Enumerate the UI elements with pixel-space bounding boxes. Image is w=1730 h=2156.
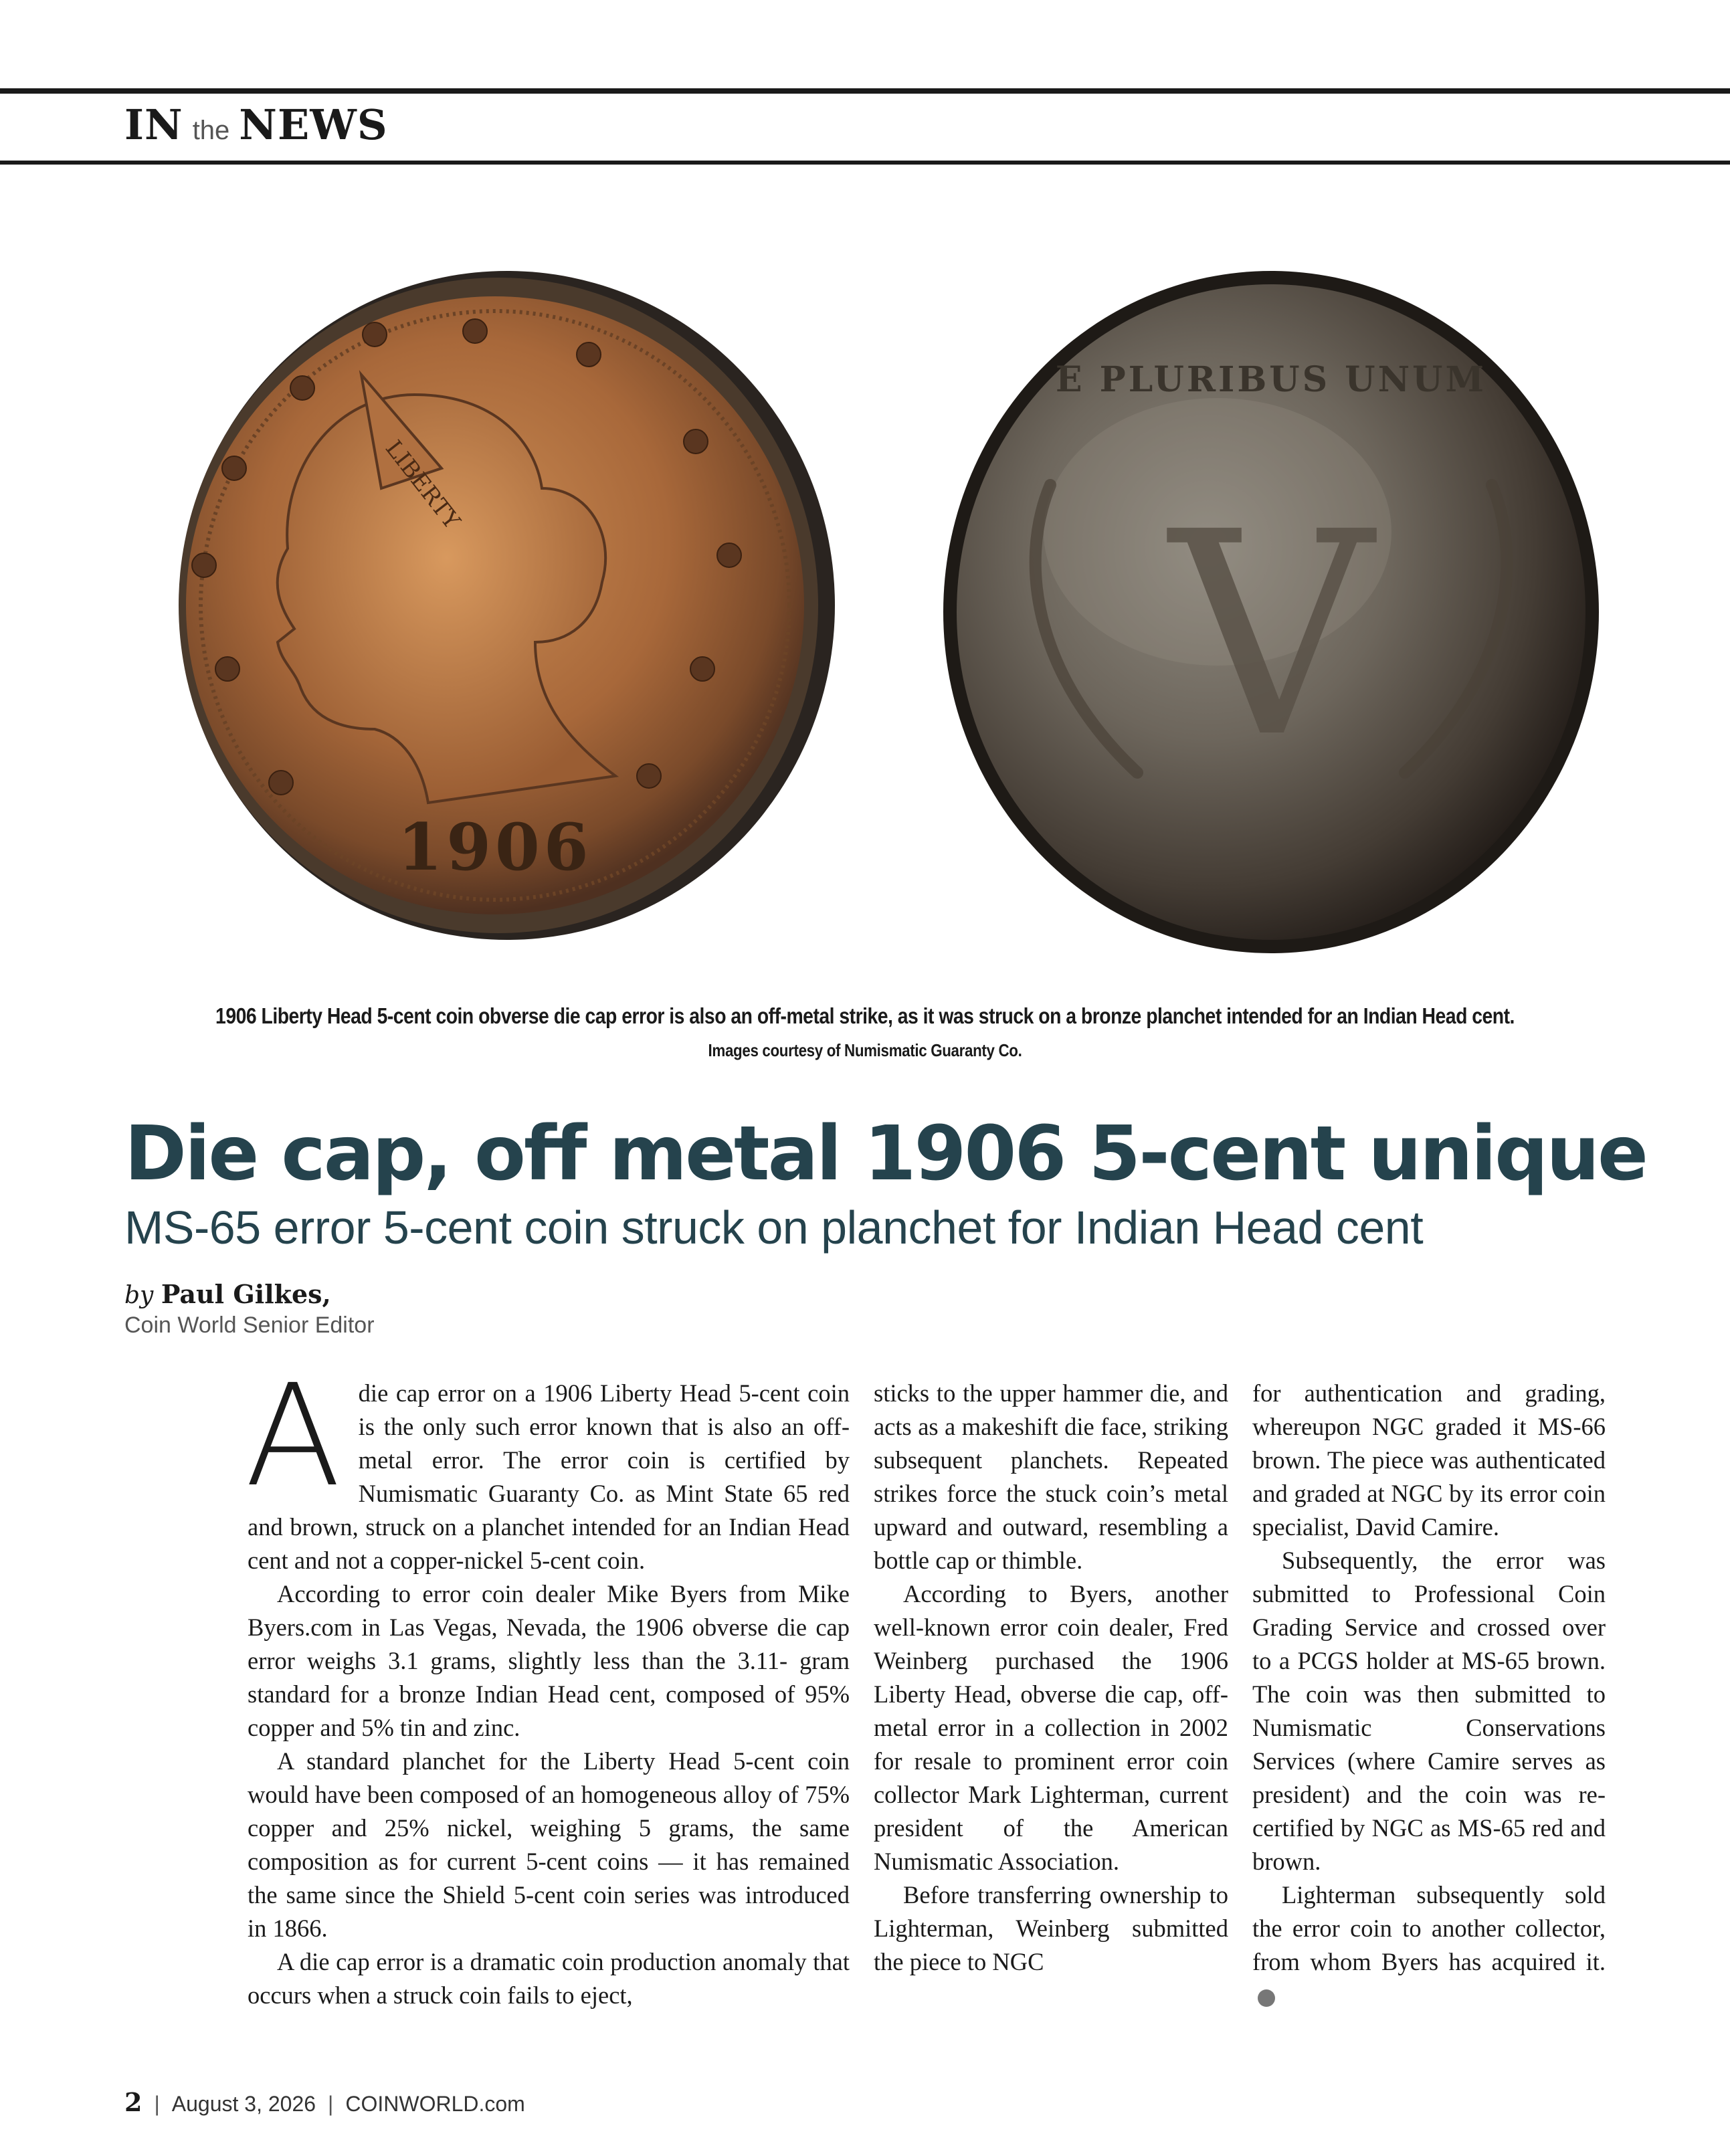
paragraph: A standard planchet for the Liberty Head 5-cent coin would have been composed of an homogeneous alloy of 75% copper and 25% nickel, weighing 5 grams, the same composition as for current 5-cent coins — it has remained the same since the Shield 5-cent coin series was introduced in 1866. — [248, 1747, 850, 1942]
author-name: Paul Gilkes, — [161, 1279, 331, 1309]
paragraph: for authentication and grading, whereupon NGC graded it MS-66 brown. The piece was authenticated and graded at NGC by its error coin specialist, David Camire. — [1252, 1379, 1606, 1541]
header-top-rule — [0, 88, 1730, 94]
footer-separator: | — [328, 2092, 334, 2116]
article-column-3 — [1252, 1377, 1606, 2012]
author-title: Coin World Senior Editor — [124, 1312, 375, 1338]
paragraph-text: die cap error on a 1906 Liberty Head 5-cent coin is the only such error known that is also an off-metal error. The error coin is certified by Numismatic Guaranty Co. as Mint State 65 red and brown, struck on a planchet intended for an Indian Head cent and not a copper-nickel 5-cent coin. — [248, 1379, 850, 1574]
coin-v-text: V — [1169, 472, 1373, 799]
photo-credit: Images courtesy of Numismatic Guaranty Co. — [708, 1040, 1022, 1060]
article-column-1 — [245, 1354, 850, 2012]
byline — [124, 1279, 331, 1309]
section-header — [124, 100, 388, 154]
paragraph-text: Lighterman subsequently sold the error coin to another collector, from whom Byers has acquired it. — [1252, 1881, 1606, 1975]
photo-caption: 1906 Liberty Head 5-cent coin obverse die cap error is also an off-metal strike, as it was struck on a bronze planchet intended for an Indian Head cent. — [215, 1003, 1515, 1028]
coin-obverse-image — [161, 268, 836, 950]
cw-end-icon: CW — [1258, 1989, 1275, 2007]
paragraph: sticks to the upper hammer die, and acts as a makeshift die face, striking subsequent planchets. Repeated strikes force the stuck coin’s metal upward and outward, resembling a bottle cap or thimble. — [874, 1379, 1228, 1574]
coin-date-text: 1906 — [397, 809, 593, 885]
article-subhead: MS-65 error 5-cent coin struck on planchet for Indian Head cent — [124, 1201, 1424, 1254]
drop-cap: A — [245, 1354, 341, 1518]
page-footer — [124, 2087, 525, 2117]
article-column-2 — [874, 1377, 1228, 1979]
section-word-the: the — [192, 116, 230, 145]
byline-prefix: by — [124, 1282, 154, 1309]
footer-separator: | — [154, 2092, 160, 2116]
section-word-in: IN — [124, 100, 183, 149]
coin-reverse-die-cap-image — [937, 264, 1606, 960]
section-word-news: NEWS — [239, 100, 388, 149]
page-number: 2 — [124, 2087, 142, 2117]
coin-motto-text: E PLURIBUS UNUM — [1055, 359, 1487, 400]
header-bottom-rule — [0, 161, 1730, 165]
paragraph — [1252, 1878, 1606, 2012]
paragraph: Subsequently, the error was submitted to Professional Coin Grading Service and crossed over to a PCGS holder at MS-65 brown. The coin was then submitted to Numismatic Conservations Services (where Camire serves as president) and the coin was re-certified by NGC as MS-65 red and brown. — [1252, 1547, 1606, 1875]
article-headline: Die cap, off metal 1906 5-cent unique — [124, 1110, 1647, 1197]
paragraph: According to Byers, another well-known error coin dealer, Fred Weinberg purchased the 1906 Liberty Head, obverse die cap, off-metal error in a collection in 2002 for resale to prominent error coin collector Mark Lighterman, current president of the American Numismatic Association. — [874, 1580, 1228, 1875]
coin-liberty-text: LIBERTY — [379, 435, 466, 534]
paragraph: Before transferring ownership to Lighterman, Weinberg submitted the piece to NGC — [874, 1881, 1228, 1975]
issue-date: August 3, 2026 — [171, 2092, 316, 2116]
paragraph: A die cap error is a dramatic coin production anomaly that occurs when a struck coin fails to eject, — [248, 1948, 850, 2009]
paragraph — [245, 1354, 850, 1577]
paragraph: According to error coin dealer Mike Byers from Mike Byers.com in Las Vegas, Nevada, the 1906 obverse die cap error weighs 3.1 grams, slightly less than the 3.11- gram standard for a bronze Indian Head cent, composed of 95% copper and 5% tin and zinc. — [248, 1580, 850, 1741]
website-link[interactable]: COINWORLD.com — [345, 2092, 525, 2116]
